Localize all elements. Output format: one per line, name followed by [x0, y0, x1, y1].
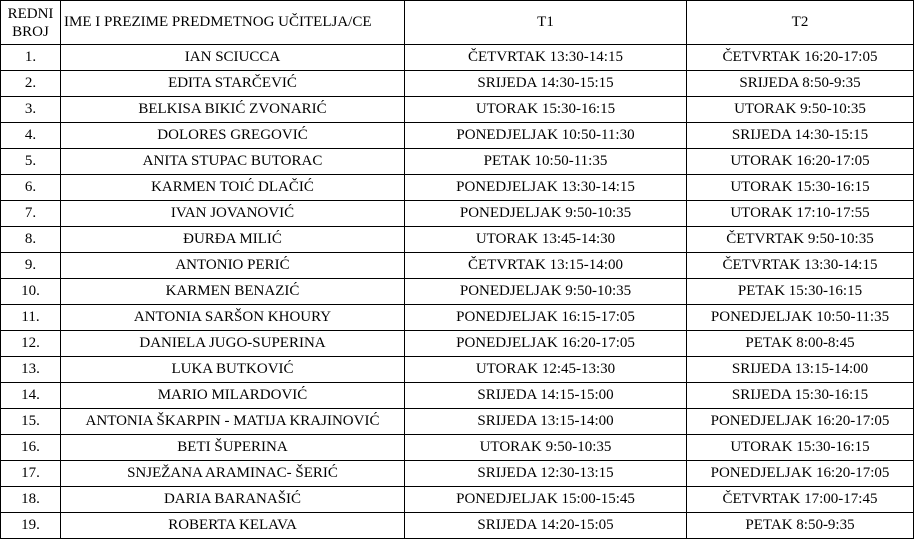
cell-teacher-name: DOLORES GREGOVIĆ [61, 123, 405, 149]
table-row [1, 513, 914, 539]
cell-teacher-name: IAN SCIUCCA [61, 45, 405, 71]
cell-ordinal: 19. [1, 513, 61, 539]
cell-ordinal: 10. [1, 279, 61, 305]
table-row [1, 331, 914, 357]
cell-ordinal: 1. [1, 45, 61, 71]
cell-t1: UTORAK 9:50-10:35 [405, 435, 687, 461]
cell-ordinal: 16. [1, 435, 61, 461]
header-t2: T2 [687, 1, 914, 45]
cell-t2: ČETVRTAK 16:20-17:05 [687, 45, 914, 71]
table-row [1, 45, 914, 71]
table-row [1, 149, 914, 175]
cell-t2: SRIJEDA 13:15-14:00 [687, 357, 914, 383]
cell-teacher-name: DARIA BARANAŠIĆ [61, 487, 405, 513]
cell-t2: UTORAK 16:20-17:05 [687, 149, 914, 175]
cell-t2: UTORAK 15:30-16:15 [687, 175, 914, 201]
cell-t1: UTORAK 13:45-14:30 [405, 227, 687, 253]
cell-teacher-name: KARMEN TOIĆ DLAČIĆ [61, 175, 405, 201]
cell-t2: PONEDJELJAK 16:20-17:05 [687, 461, 914, 487]
cell-teacher-name: EDITA STARČEVIĆ [61, 71, 405, 97]
cell-ordinal: 18. [1, 487, 61, 513]
cell-t1: PONEDJELJAK 13:30-14:15 [405, 175, 687, 201]
cell-ordinal: 5. [1, 149, 61, 175]
table-row [1, 383, 914, 409]
cell-t2: SRIJEDA 8:50-9:35 [687, 71, 914, 97]
cell-t1: ČETVRTAK 13:15-14:00 [405, 253, 687, 279]
cell-t2: ČETVRTAK 17:00-17:45 [687, 487, 914, 513]
cell-ordinal: 8. [1, 227, 61, 253]
cell-ordinal: 7. [1, 201, 61, 227]
cell-t1: PONEDJELJAK 9:50-10:35 [405, 201, 687, 227]
cell-ordinal: 15. [1, 409, 61, 435]
cell-ordinal: 9. [1, 253, 61, 279]
cell-t2: SRIJEDA 15:30-16:15 [687, 383, 914, 409]
cell-teacher-name: KARMEN BENAZIĆ [61, 279, 405, 305]
cell-t1: SRIJEDA 14:20-15:05 [405, 513, 687, 539]
cell-t1: SRIJEDA 13:15-14:00 [405, 409, 687, 435]
cell-teacher-name: IVAN JOVANOVIĆ [61, 201, 405, 227]
cell-t1: SRIJEDA 14:30-15:15 [405, 71, 687, 97]
table-row [1, 435, 914, 461]
header-row [1, 1, 914, 45]
cell-teacher-name: SNJEŽANA ARAMINAC- ŠERIĆ [61, 461, 405, 487]
cell-teacher-name: ANITA STUPAC BUTORAC [61, 149, 405, 175]
cell-t1: PETAK 10:50-11:35 [405, 149, 687, 175]
table-row [1, 409, 914, 435]
table-row [1, 305, 914, 331]
cell-ordinal: 12. [1, 331, 61, 357]
cell-ordinal: 3. [1, 97, 61, 123]
cell-t1: PONEDJELJAK 16:20-17:05 [405, 331, 687, 357]
cell-teacher-name: ANTONIA ŠKARPIN - MATIJA KRAJINOVIĆ [61, 409, 405, 435]
cell-teacher-name: ROBERTA KELAVA [61, 513, 405, 539]
cell-t2: UTORAK 9:50-10:35 [687, 97, 914, 123]
cell-t1: SRIJEDA 12:30-13:15 [405, 461, 687, 487]
table-row [1, 487, 914, 513]
table-row [1, 253, 914, 279]
cell-t2: PONEDJELJAK 16:20-17:05 [687, 409, 914, 435]
table-row [1, 279, 914, 305]
table-row [1, 97, 914, 123]
header-teacher-name: IME I PREZIME PREDMETNOG UČITELJA/CE [61, 1, 405, 45]
header-ordinal [1, 1, 61, 45]
table-body [1, 45, 914, 539]
table-row [1, 123, 914, 149]
cell-t1: PONEDJELJAK 15:00-15:45 [405, 487, 687, 513]
cell-t1: PONEDJELJAK 9:50-10:35 [405, 279, 687, 305]
header-ordinal-line1: REDNI [7, 5, 54, 22]
cell-t1: UTORAK 15:30-16:15 [405, 97, 687, 123]
cell-ordinal: 11. [1, 305, 61, 331]
table-row [1, 227, 914, 253]
cell-ordinal: 17. [1, 461, 61, 487]
cell-teacher-name: ANTONIO PERIĆ [61, 253, 405, 279]
cell-ordinal: 14. [1, 383, 61, 409]
table-row [1, 461, 914, 487]
cell-t1: ČETVRTAK 13:30-14:15 [405, 45, 687, 71]
cell-teacher-name: DANIELA JUGO-SUPERINA [61, 331, 405, 357]
cell-t1: SRIJEDA 14:15-15:00 [405, 383, 687, 409]
cell-t2: PETAK 15:30-16:15 [687, 279, 914, 305]
cell-teacher-name: MARIO MILARDOVIĆ [61, 383, 405, 409]
cell-t2: SRIJEDA 14:30-15:15 [687, 123, 914, 149]
cell-t2: PETAK 8:50-9:35 [687, 513, 914, 539]
cell-ordinal: 6. [1, 175, 61, 201]
cell-t2: ČETVRTAK 9:50-10:35 [687, 227, 914, 253]
header-t1: T1 [405, 1, 687, 45]
table-row [1, 175, 914, 201]
cell-ordinal: 13. [1, 357, 61, 383]
header-ordinal-line2: BROJ [12, 23, 49, 40]
cell-ordinal: 4. [1, 123, 61, 149]
cell-teacher-name: ĐURĐA MILIĆ [61, 227, 405, 253]
cell-t2: UTORAK 17:10-17:55 [687, 201, 914, 227]
table-header [1, 1, 914, 45]
table-row [1, 201, 914, 227]
table-row [1, 71, 914, 97]
cell-teacher-name: ANTONIA SARŠON KHOURY [61, 305, 405, 331]
cell-t2: PONEDJELJAK 10:50-11:35 [687, 305, 914, 331]
table-row [1, 357, 914, 383]
cell-teacher-name: BETI ŠUPERINA [61, 435, 405, 461]
cell-teacher-name: BELKISA BIKIĆ ZVONARIĆ [61, 97, 405, 123]
cell-t1: PONEDJELJAK 10:50-11:30 [405, 123, 687, 149]
cell-teacher-name: LUKA BUTKOVIĆ [61, 357, 405, 383]
cell-t1: UTORAK 12:45-13:30 [405, 357, 687, 383]
cell-t1: PONEDJELJAK 16:15-17:05 [405, 305, 687, 331]
cell-t2: ČETVRTAK 13:30-14:15 [687, 253, 914, 279]
cell-ordinal: 2. [1, 71, 61, 97]
cell-t2: UTORAK 15:30-16:15 [687, 435, 914, 461]
cell-t2: PETAK 8:00-8:45 [687, 331, 914, 357]
